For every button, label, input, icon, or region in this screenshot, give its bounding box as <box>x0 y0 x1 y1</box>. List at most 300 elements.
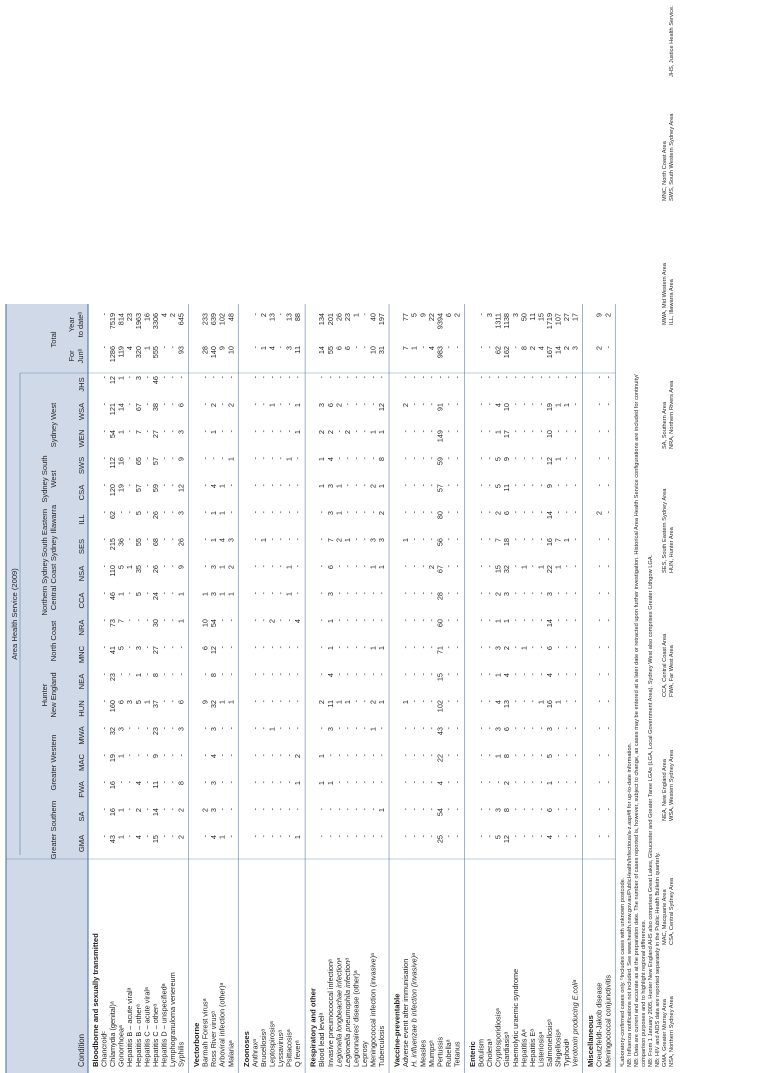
table-cell: - <box>276 430 285 433</box>
table-cell: - <box>142 484 152 487</box>
table-cell: 2 <box>176 835 186 840</box>
condition-label: Typhoidᵃ <box>562 1038 572 1067</box>
table-cell: - <box>377 727 387 730</box>
table-cell: - <box>284 673 294 676</box>
table-cell: 56 <box>435 538 445 547</box>
table-cell: 1 <box>200 592 210 597</box>
table-cell: - <box>267 430 277 433</box>
table-cell: 2 <box>594 511 604 516</box>
table-cell: 9 <box>502 457 512 462</box>
table-cell: - <box>142 457 152 460</box>
table-cell: 3 <box>125 700 135 705</box>
table-cell: - <box>603 511 613 514</box>
table-cell: - <box>342 592 352 595</box>
table-cell: - <box>200 511 210 514</box>
table-cell: - <box>159 781 169 784</box>
table-cell: - <box>409 376 419 379</box>
table-cell: - <box>167 754 177 757</box>
table-cell: 1 <box>116 430 126 435</box>
table-cell: 26 <box>334 313 344 322</box>
table-cell: - <box>200 754 210 757</box>
table-cell: - <box>176 673 186 676</box>
table-cell: - <box>317 835 327 838</box>
table-cell: - <box>325 376 335 379</box>
abbreviation-legend: FWA, Far West Area <box>668 645 675 697</box>
table-cell: - <box>258 781 268 784</box>
table-cell: 5 <box>493 457 503 462</box>
table-cell: - <box>200 781 210 784</box>
table-cell: - <box>409 592 419 595</box>
table-cell: 1 <box>519 565 529 570</box>
table-cell: 55 <box>325 346 335 355</box>
table-cell: - <box>476 457 486 460</box>
table-cell: - <box>293 673 303 676</box>
table-cell: 3 <box>368 538 378 543</box>
table-cell: - <box>293 376 303 379</box>
table-cell: - <box>418 403 428 406</box>
table-cell: - <box>342 835 352 838</box>
table-cell: - <box>562 727 572 730</box>
table-cell: 4 <box>125 346 135 351</box>
table-cell: 5 <box>493 835 503 840</box>
table-cell: 13 <box>267 313 277 322</box>
table-cell: - <box>250 754 260 757</box>
table-cell: 4 <box>217 538 227 543</box>
condition-label: Creutzfeldt-Jakob disease <box>594 982 604 1067</box>
table-cell: 6 <box>342 346 352 351</box>
table-cell: 7 <box>553 538 563 543</box>
table-cell: - <box>334 781 344 784</box>
table-cell: - <box>250 346 260 349</box>
table-cell: - <box>594 619 604 622</box>
table-cell: - <box>527 700 537 703</box>
table-cell: 32 <box>502 565 512 574</box>
table-cell: - <box>476 565 486 568</box>
table-cell: 14 <box>553 346 563 355</box>
table-cell: 2 <box>334 403 344 408</box>
table-cell: - <box>125 538 135 541</box>
table-cell: - <box>99 592 109 595</box>
table-cell: - <box>267 484 277 487</box>
table-cell: 2 <box>368 484 378 489</box>
table-cell: 1 <box>176 592 186 597</box>
table-cell: - <box>443 835 453 838</box>
condition-label: Legionnaires’ disease (other)ᵃ <box>351 970 361 1067</box>
table-cell: - <box>368 592 378 595</box>
table-cell: 27 <box>150 646 160 655</box>
table-cell: - <box>317 565 327 568</box>
table-cell: - <box>418 754 428 757</box>
table-cell: - <box>553 619 563 622</box>
table-cell: 1 <box>116 376 126 381</box>
column-header: MNC <box>77 645 86 664</box>
table-cell: - <box>536 619 546 622</box>
table-cell: - <box>359 346 369 349</box>
table-cell: 1 <box>401 700 411 705</box>
table-cell: - <box>267 376 277 379</box>
table-cell: - <box>125 781 135 784</box>
condition-label: Lymphogranuloma venereum <box>167 972 177 1067</box>
abbreviation-legend: HUN, Hunter Area <box>668 527 675 573</box>
table-cell: - <box>553 781 563 784</box>
table-cell: 28 <box>200 346 210 355</box>
table-cell: - <box>359 313 369 316</box>
table-cell: 3 <box>493 727 503 732</box>
table-cell: - <box>226 835 236 838</box>
table-cell: - <box>142 808 152 811</box>
column-header: WSA <box>77 402 86 421</box>
table-cell: 19 <box>116 484 126 493</box>
table-cell: 2 <box>603 313 613 318</box>
table-cell: - <box>485 727 495 730</box>
table-cell: - <box>159 835 169 838</box>
table-cell: - <box>359 646 369 649</box>
table-cell: - <box>544 376 554 379</box>
table-cell: - <box>200 727 210 730</box>
table-cell: - <box>409 619 419 622</box>
table-cell: - <box>426 457 436 460</box>
table-cell: - <box>200 376 210 379</box>
table-cell: - <box>418 673 428 676</box>
table-cell: - <box>250 511 260 514</box>
table-cell: 1 <box>377 808 387 813</box>
table-cell: - <box>250 592 260 595</box>
table-cell: - <box>536 511 546 514</box>
table-cell: - <box>603 538 613 541</box>
table-cell: - <box>250 538 260 541</box>
condition-label: Listeriosisᵃ <box>536 1031 546 1067</box>
condition-label: Lyssavirusᵃ <box>276 1030 285 1067</box>
table-cell: - <box>426 619 436 622</box>
table-cell: - <box>125 376 135 379</box>
table-cell: - <box>401 457 411 460</box>
column-header: For <box>67 350 76 362</box>
table-cell: - <box>426 646 436 649</box>
table-cell: - <box>276 700 285 703</box>
table-cell: 7 <box>401 346 411 351</box>
column-group-label: New England <box>49 672 58 718</box>
abbreviation-legend: CCA, Central Coast Area <box>661 633 668 697</box>
table-cell: - <box>401 754 411 757</box>
table-cell: 1 <box>536 565 546 570</box>
table-cell: 3 <box>510 313 520 318</box>
table-cell: - <box>351 403 361 406</box>
table-cell: - <box>409 727 419 730</box>
table-cell: 1 <box>544 781 554 786</box>
table-cell: - <box>217 646 227 649</box>
table-cell: - <box>359 430 369 433</box>
table-cell: - <box>409 781 419 784</box>
table-cell: 12 <box>176 484 186 493</box>
table-cell: 3 <box>325 727 335 732</box>
table-cell: - <box>167 430 177 433</box>
table-cell: - <box>409 511 419 514</box>
table-cell: - <box>368 673 378 676</box>
table-cell: 25 <box>435 835 445 844</box>
table-cell: 1 <box>209 511 219 516</box>
table-cell: - <box>519 484 529 487</box>
abbreviation-legend: SA, Southern Area <box>661 401 668 449</box>
table-cell: - <box>276 727 285 730</box>
table-cell: - <box>334 754 344 757</box>
table-cell: - <box>159 592 169 595</box>
table-cell: 3 <box>226 538 236 543</box>
table-cell: 3 <box>325 592 335 597</box>
table-cell: - <box>267 565 277 568</box>
table-cell: - <box>293 484 303 487</box>
table-cell: - <box>217 808 227 811</box>
table-cell: - <box>519 403 529 406</box>
table-cell: - <box>485 457 495 460</box>
table-cell: - <box>250 808 260 811</box>
table-cell: - <box>267 538 277 541</box>
table-cell: - <box>562 646 572 649</box>
table-cell: 31 <box>377 346 387 355</box>
table-cell: - <box>519 754 529 757</box>
table-cell: 23 <box>125 313 135 322</box>
table-cell: 73 <box>108 619 118 628</box>
table-cell: - <box>167 376 177 379</box>
table-cell: 1 <box>217 484 227 489</box>
table-cell: 32 <box>108 727 118 736</box>
table-cell: - <box>250 619 260 622</box>
table-cell: - <box>351 430 361 433</box>
table-cell: - <box>553 430 563 433</box>
table-cell: - <box>368 376 378 379</box>
table-cell: 22 <box>435 754 445 763</box>
table-cell: - <box>167 808 177 811</box>
table-cell: - <box>99 538 109 541</box>
table-cell: - <box>142 619 152 622</box>
table-cell: 13 <box>502 700 512 709</box>
table-cell: - <box>443 592 453 595</box>
table-cell: - <box>476 403 486 406</box>
table-cell: - <box>426 781 436 784</box>
table-cell: - <box>485 511 495 514</box>
table-cell: - <box>401 430 411 433</box>
table-cell: - <box>99 646 109 649</box>
table-cell: - <box>99 511 109 514</box>
table-cell: 1 <box>377 430 387 435</box>
table-cell: - <box>603 619 613 622</box>
table-cell: - <box>426 754 436 757</box>
table-cell: - <box>293 727 303 730</box>
table-cell: 6 <box>325 403 335 408</box>
table-cell: 65 <box>133 457 143 466</box>
table-cell: 54 <box>435 808 445 817</box>
condition-label: Hepatitis Eᵃ <box>527 1029 537 1067</box>
table-cell: 6 <box>502 727 512 732</box>
column-group-label: Sydney South <box>40 455 49 503</box>
table-cell: - <box>159 754 169 757</box>
table-cell: - <box>426 511 436 514</box>
table-cell: - <box>418 538 428 541</box>
table-cell: - <box>217 781 227 784</box>
table-cell: - <box>452 403 462 406</box>
table-cell: - <box>176 646 186 649</box>
table-cell: 32 <box>209 700 219 709</box>
section-heading: Vaccine-preventable <box>392 993 402 1067</box>
table-cell: - <box>476 727 486 730</box>
table-cell: 1 <box>317 484 327 489</box>
table-cell: - <box>377 619 387 622</box>
table-cell: - <box>377 673 387 676</box>
table-cell: - <box>426 430 436 433</box>
table-cell: 3 <box>133 376 143 381</box>
table-cell: 4 <box>159 313 169 318</box>
table-cell: - <box>485 781 495 784</box>
table-cell: - <box>250 484 260 487</box>
table-cell: - <box>594 808 604 811</box>
table-cell: - <box>267 511 277 514</box>
table-cell: - <box>125 646 135 649</box>
table-cell: 1 <box>116 835 126 840</box>
table-cell: 18 <box>502 538 512 547</box>
table-cell: - <box>359 727 369 730</box>
condition-label: Malariaᵃ <box>226 1040 236 1067</box>
table-cell: 27 <box>150 430 160 439</box>
table-cell: 5 <box>493 484 503 489</box>
condition-label: Rubellaᵃ <box>443 1039 453 1067</box>
table-cell: - <box>476 376 486 379</box>
table-cell: - <box>258 808 268 811</box>
table-cell: - <box>334 673 344 676</box>
table-cell: - <box>553 646 563 649</box>
table-cell: 2 <box>401 403 411 408</box>
column-header: NRA <box>77 619 86 636</box>
table-cell: - <box>519 727 529 730</box>
table-cell: 36 <box>116 538 126 547</box>
table-cell: - <box>200 835 210 838</box>
column-header: HUN <box>77 700 86 717</box>
table-cell: 12 <box>108 376 118 385</box>
table-cell: - <box>452 727 462 730</box>
table-cell: - <box>409 754 419 757</box>
table-cell: - <box>99 565 109 568</box>
table-cell: 2 <box>200 808 210 813</box>
table-cell: - <box>142 673 152 676</box>
table-cell: 8 <box>519 346 529 351</box>
table-cell: 3 <box>493 808 503 813</box>
table-cell: - <box>317 673 327 676</box>
table-cell: - <box>159 565 169 568</box>
table-cell: - <box>284 700 294 703</box>
table-cell: 1 <box>284 565 294 570</box>
table-cell: 1 <box>209 430 219 435</box>
table-cell: - <box>200 565 210 568</box>
column-group-label: Sydney West <box>49 402 58 448</box>
table-cell: - <box>133 754 143 757</box>
abbreviation-legend: SES, South Eastern Sydney Area <box>661 488 668 573</box>
table-cell: - <box>342 727 352 730</box>
table-cell: - <box>267 673 277 676</box>
table-cell: - <box>603 403 613 406</box>
table-cell: - <box>562 565 572 568</box>
table-cell: 8 <box>502 808 512 813</box>
column-group-label: Hunter <box>40 683 49 707</box>
table-cell: 1 <box>226 700 236 705</box>
table-cell: - <box>342 673 352 676</box>
table-cell: 9 <box>544 484 554 489</box>
table-cell: - <box>418 457 428 460</box>
table-cell: - <box>443 808 453 811</box>
table-cell: - <box>570 511 580 514</box>
table-cell: - <box>418 619 428 622</box>
condition-label: Giardiasisᵃ <box>502 1031 512 1067</box>
table-cell: - <box>142 430 152 433</box>
table-cell: 1 <box>293 835 303 840</box>
table-cell: - <box>409 835 419 838</box>
table-cell: - <box>284 754 294 757</box>
table-cell: 1 <box>284 592 294 597</box>
table-cell: - <box>443 403 453 406</box>
table-cell: - <box>226 673 236 676</box>
table-cell: - <box>536 538 546 541</box>
condition-label: Tuberculosis <box>377 1025 387 1067</box>
table-cell: - <box>142 592 152 595</box>
table-cell: 1 <box>258 538 268 543</box>
table-cell: - <box>527 511 537 514</box>
table-cell: - <box>418 376 428 379</box>
table-cell: - <box>334 646 344 649</box>
table-cell: - <box>570 835 580 838</box>
table-cell: - <box>159 700 169 703</box>
table-cell: 59 <box>150 484 160 493</box>
table-cell: - <box>334 808 344 811</box>
table-cell: 3 <box>176 511 186 516</box>
table-cell: - <box>226 511 236 514</box>
table-cell: - <box>342 403 352 406</box>
table-cell: - <box>377 835 387 838</box>
table-cell: 1 <box>325 781 335 786</box>
table-cell: - <box>267 646 277 649</box>
table-cell: - <box>159 511 169 514</box>
table-cell: - <box>284 484 294 487</box>
table-cell: - <box>359 511 369 514</box>
table-cell: 2 <box>502 646 512 651</box>
table-cell: - <box>603 808 613 811</box>
table-cell: - <box>99 754 109 757</box>
condition-label: Chlamydia (genital)ᵃ <box>108 1001 118 1067</box>
table-cell: 134 <box>317 313 327 326</box>
table-cell: - <box>217 754 227 757</box>
table-cell: 2 <box>226 403 236 408</box>
table-cell: 62 <box>493 346 503 355</box>
table-cell: 162 <box>502 346 512 359</box>
table-cell: 62 <box>108 511 118 520</box>
table-cell: - <box>258 727 268 730</box>
table-cell: 6 <box>502 511 512 516</box>
table-cell: 1 <box>142 700 152 705</box>
table-cell: - <box>527 835 537 838</box>
table-cell: 1 <box>493 673 503 678</box>
table-cell: - <box>562 511 572 514</box>
table-cell: - <box>284 835 294 838</box>
table-cell: - <box>209 376 219 379</box>
table-cell: 1 <box>493 430 503 435</box>
table-cell: - <box>142 511 152 514</box>
table-cell: 102 <box>435 700 445 713</box>
table-cell: - <box>485 592 495 595</box>
table-cell: 4 <box>544 835 554 840</box>
table-cell: 26 <box>176 538 186 547</box>
table-cell: - <box>510 511 520 514</box>
table-cell: 93 <box>176 346 186 355</box>
table-cell: - <box>284 781 294 784</box>
table-cell: - <box>418 430 428 433</box>
table-cell: - <box>443 646 453 649</box>
table-cell: - <box>368 781 378 784</box>
